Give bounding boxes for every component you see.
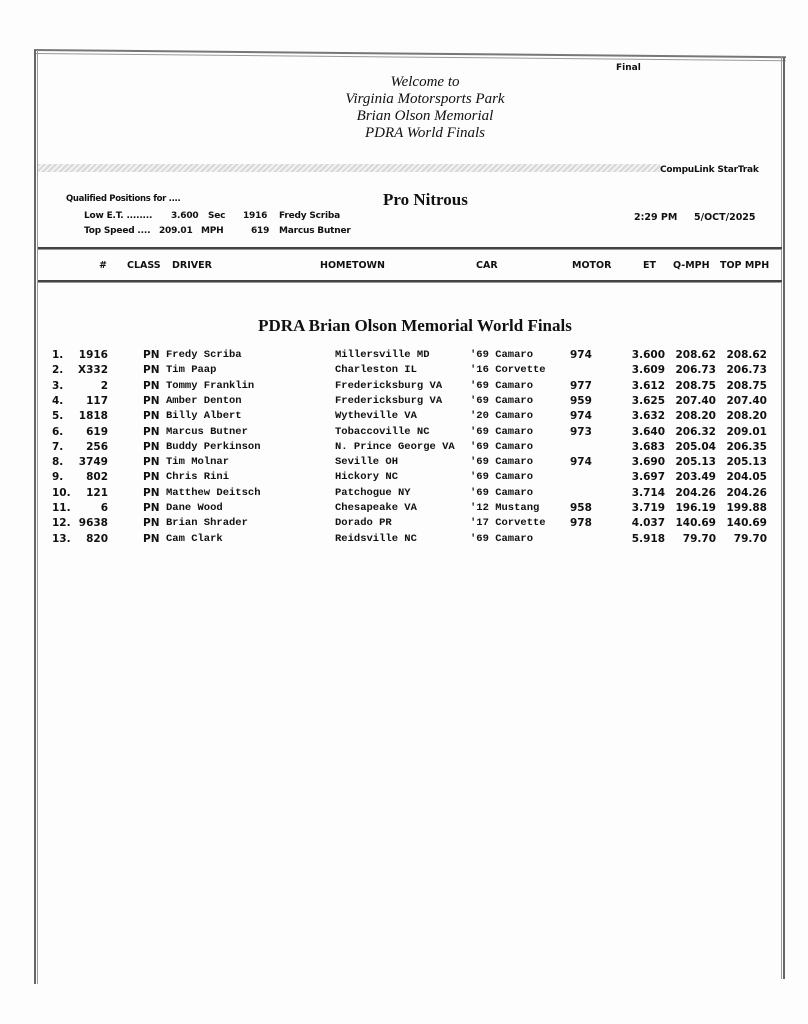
cell-pos: 10.	[52, 486, 71, 499]
cell-hometown: N. Prince George VA	[335, 440, 455, 453]
cell-hometown: Dorado PR	[335, 517, 392, 530]
cell-qmph: 204.26	[675, 486, 716, 499]
report-time: 2:29 PM	[634, 212, 678, 223]
cell-driver: Buddy Perkinson	[166, 440, 261, 453]
top-speed-driver: Marcus Butner	[279, 226, 351, 236]
cell-hometown: Fredericksburg VA	[335, 379, 443, 392]
cell-pos: 3.	[52, 379, 64, 392]
cell-hometown: Charleston IL	[335, 364, 417, 377]
cell-qmph: 140.69	[675, 517, 716, 530]
cell-pos: 13.	[52, 532, 71, 545]
status-label: Final	[616, 63, 641, 73]
cell-et: 3.609	[631, 364, 665, 377]
column-header-driver: DRIVER	[172, 260, 212, 271]
cell-et: 3.612	[631, 379, 665, 392]
cell-motor: 977	[570, 379, 592, 392]
cell-driver: Brian Shrader	[166, 517, 248, 530]
cell-motor: 974	[570, 349, 592, 361]
welcome-line: Welcome to	[390, 74, 460, 90]
top-speed-label: Top Speed ....	[84, 226, 151, 236]
cell-topmph: 79.70	[733, 532, 767, 545]
cell-num: 117	[86, 394, 108, 407]
result-row	[0, 471, 808, 486]
result-row	[0, 364, 808, 379]
cell-topmph: 206.73	[726, 364, 767, 377]
cell-num: 1818	[78, 410, 108, 423]
cell-driver: Amber Denton	[166, 394, 242, 407]
cell-car: '20 Camaro	[470, 410, 534, 423]
cell-topmph: 208.62	[726, 349, 767, 361]
welcome-heading	[300, 74, 550, 142]
column-header-hometown: HOMETOWN	[320, 260, 385, 271]
cell-motor: 973	[570, 425, 592, 438]
cell-motor: 959	[570, 394, 592, 407]
cell-driver: Marcus Butner	[166, 425, 248, 438]
cell-topmph: 205.13	[726, 456, 767, 469]
cell-car: '69 Camaro	[470, 532, 534, 545]
event-title: PDRA Brian Olson Memorial World Finals	[258, 316, 572, 335]
cell-driver: Fredy Scriba	[166, 349, 242, 361]
cell-car: '69 Camaro	[470, 394, 534, 407]
cell-car: '12 Mustang	[470, 502, 540, 514]
cell-pos: 2.	[52, 364, 64, 377]
top-speed-value: 209.01	[159, 226, 193, 236]
cell-num: 802	[86, 471, 108, 484]
cell-class: PN	[143, 394, 160, 407]
column-header-car: CAR	[476, 260, 498, 271]
cell-class: PN	[143, 532, 160, 545]
cell-topmph: 206.35	[726, 440, 767, 453]
cell-pos: 12.	[52, 517, 71, 530]
cell-motor: 974	[570, 410, 592, 423]
cell-topmph: 204.26	[726, 486, 767, 499]
cell-pos: 5.	[52, 410, 64, 423]
cell-qmph: 205.04	[675, 440, 716, 453]
cell-qmph: 207.40	[675, 394, 716, 407]
cell-qmph: 208.75	[675, 379, 716, 392]
cell-hometown: Fredericksburg VA	[335, 394, 443, 407]
cell-qmph: 203.49	[675, 471, 716, 484]
cell-topmph: 207.40	[726, 394, 767, 407]
cell-et: 3.697	[631, 471, 665, 484]
cell-class: PN	[143, 471, 160, 484]
cell-et: 3.719	[631, 502, 665, 514]
header-rule-top	[38, 247, 782, 250]
top-speed-car-number: 619	[251, 226, 270, 236]
cell-qmph: 208.62	[675, 349, 716, 361]
cell-class: PN	[143, 486, 160, 499]
result-row	[0, 380, 808, 395]
hatched-divider	[38, 164, 660, 172]
cell-hometown: Seville OH	[335, 456, 399, 469]
cell-class: PN	[143, 440, 160, 453]
cell-num: 3749	[78, 456, 108, 469]
cell-pos: 9.	[52, 471, 64, 484]
column-header-qmph: Q-MPH	[673, 260, 710, 271]
cell-qmph: 196.19	[675, 502, 716, 514]
cell-hometown: Chesapeake VA	[335, 502, 417, 514]
result-row	[0, 441, 808, 456]
cell-car: '69 Camaro	[470, 349, 534, 361]
result-row	[0, 410, 808, 425]
low-et-row	[0, 211, 400, 223]
cell-driver: Matthew Deitsch	[166, 486, 261, 499]
cell-et: 5.918	[631, 532, 665, 545]
result-row	[0, 395, 808, 410]
cell-num: 9638	[78, 517, 108, 530]
cell-pos: 1.	[52, 349, 64, 361]
cell-et: 3.714	[631, 486, 665, 499]
class-title: Pro Nitrous	[383, 190, 468, 209]
cell-num: 121	[86, 486, 108, 499]
cell-motor: 958	[570, 502, 592, 514]
cell-driver: Tim Molnar	[166, 456, 230, 469]
cell-et: 3.690	[631, 456, 665, 469]
low-et-value: 3.600	[171, 211, 199, 221]
low-et-unit: Sec	[208, 211, 226, 221]
cell-num: 820	[86, 532, 108, 545]
cell-qmph: 206.73	[675, 364, 716, 377]
top-speed-row	[0, 226, 400, 238]
cell-hometown: Hickory NC	[335, 471, 399, 484]
cell-driver: Cam Clark	[166, 532, 223, 545]
column-header-topmph: TOP MPH	[720, 260, 770, 271]
cell-et: 3.683	[631, 440, 665, 453]
cell-qmph: 208.20	[675, 410, 716, 423]
cell-class: PN	[143, 425, 160, 438]
cell-num: 2	[100, 379, 108, 392]
cell-motor: 974	[570, 456, 592, 469]
cell-motor: 978	[570, 517, 592, 530]
cell-num: 1916	[78, 349, 108, 361]
venue-line: Virginia Motorsports Park	[345, 91, 505, 107]
cell-pos: 11.	[52, 502, 71, 514]
cell-qmph: 206.32	[675, 425, 716, 438]
cell-topmph: 204.05	[726, 471, 767, 484]
cell-topmph: 208.20	[726, 410, 767, 423]
low-et-label: Low E.T. ........	[84, 211, 153, 221]
cell-class: PN	[143, 349, 160, 361]
header-rule-bottom	[38, 280, 782, 283]
cell-car: '17 Corvette	[470, 517, 546, 530]
cell-pos: 4.	[52, 394, 64, 407]
column-header-et: ET	[643, 260, 656, 271]
qualified-label: Qualified Positions for ....	[66, 194, 181, 204]
cell-et: 4.037	[631, 517, 665, 530]
cell-topmph: 209.01	[726, 425, 767, 438]
report-date: 5/OCT/2025	[694, 212, 756, 223]
event-line: PDRA World Finals	[364, 125, 485, 141]
column-header-class: CLASS	[127, 260, 161, 271]
result-row	[0, 349, 808, 364]
cell-driver: Tim Paap	[166, 364, 217, 377]
cell-driver: Billy Albert	[166, 410, 242, 423]
cell-car: '16 Corvette	[470, 364, 546, 377]
cell-pos: 7.	[52, 440, 64, 453]
top-speed-unit: MPH	[201, 226, 224, 236]
cell-class: PN	[143, 379, 160, 392]
cell-car: '69 Camaro	[470, 456, 534, 469]
cell-car: '69 Camaro	[470, 486, 534, 499]
cell-num: 256	[86, 440, 108, 453]
result-row	[0, 517, 808, 532]
cell-hometown: Wytheville VA	[335, 410, 417, 423]
cell-car: '69 Camaro	[470, 379, 534, 392]
result-row	[0, 502, 808, 517]
cell-hometown: Reidsville NC	[335, 532, 417, 545]
cell-pos: 8.	[52, 456, 64, 469]
cell-class: PN	[143, 502, 160, 514]
cell-num: 6	[100, 502, 108, 514]
cell-et: 3.640	[631, 425, 665, 438]
cell-topmph: 140.69	[726, 517, 767, 530]
low-et-car-number: 1916	[243, 211, 268, 221]
result-row	[0, 533, 808, 548]
cell-topmph: 208.75	[726, 379, 767, 392]
cell-car: '69 Camaro	[470, 425, 534, 438]
cell-num: X332	[77, 364, 108, 377]
cell-car: '69 Camaro	[470, 440, 534, 453]
cell-class: PN	[143, 456, 160, 469]
system-label: CompuLink StarTrak	[660, 165, 759, 175]
cell-et: 3.632	[631, 410, 665, 423]
cell-hometown: Tobaccoville NC	[335, 425, 430, 438]
result-row	[0, 426, 808, 441]
result-row	[0, 487, 808, 502]
low-et-driver: Fredy Scriba	[279, 211, 341, 221]
cell-qmph: 205.13	[675, 456, 716, 469]
cell-num: 619	[86, 425, 108, 438]
cell-hometown: Patchogue NY	[335, 486, 411, 499]
cell-hometown: Millersville MD	[335, 349, 430, 361]
page-frame-top	[34, 49, 786, 61]
cell-class: PN	[143, 517, 160, 530]
column-header-number: #	[99, 260, 107, 271]
result-row	[0, 456, 808, 471]
cell-topmph: 199.88	[726, 502, 767, 514]
cell-pos: 6.	[52, 425, 64, 438]
cell-qmph: 79.70	[682, 532, 716, 545]
cell-et: 3.600	[631, 349, 665, 361]
column-header-motor: MOTOR	[572, 260, 612, 271]
cell-driver: Tommy Franklin	[166, 379, 255, 392]
cell-et: 3.625	[631, 394, 665, 407]
cell-class: PN	[143, 364, 160, 377]
cell-class: PN	[143, 410, 160, 423]
cell-driver: Dane Wood	[166, 502, 223, 514]
cell-driver: Chris Rini	[166, 471, 230, 484]
cell-car: '69 Camaro	[470, 471, 534, 484]
memorial-line: Brian Olson Memorial	[356, 108, 494, 124]
